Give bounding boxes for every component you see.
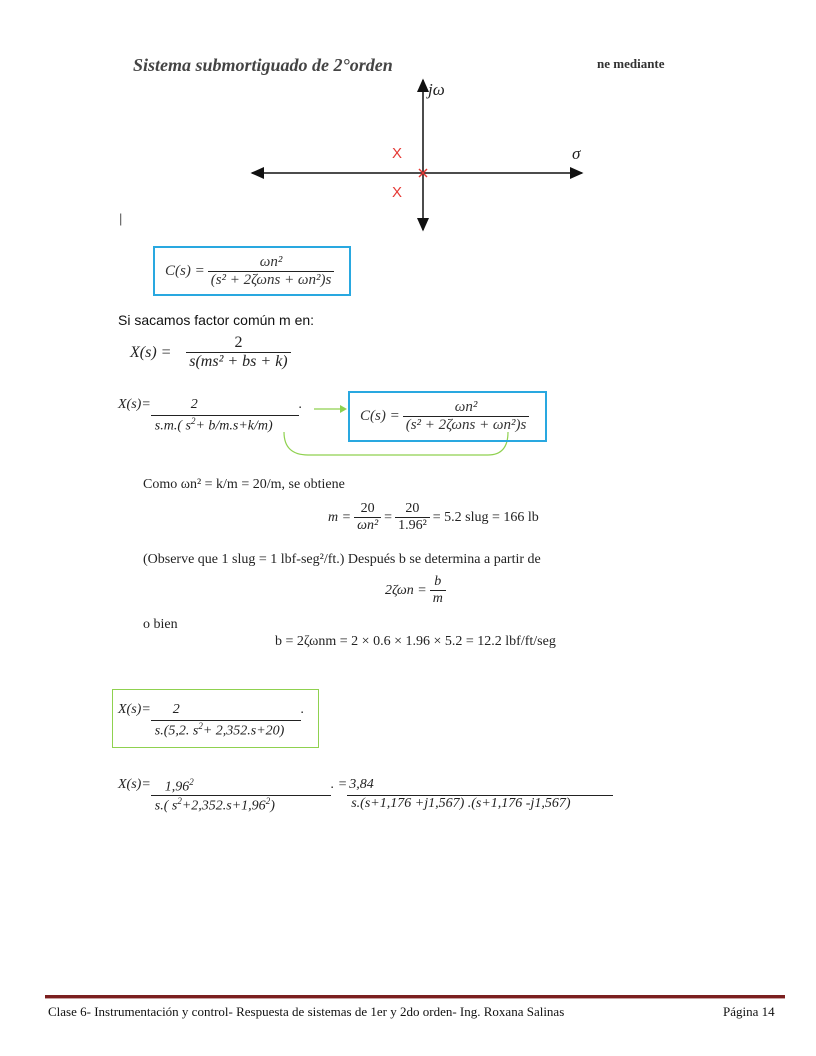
side-text: ne mediante	[597, 56, 665, 71]
page-number: Página 14	[723, 1004, 775, 1019]
b-equation: b = 2ζωnm = 2 × 0.6 × 1.96 × 5.2 = 12.2 lbf/ft/seg	[275, 634, 556, 649]
xs1-lhs: X(s) =	[130, 343, 172, 361]
cs-den: (s² + 2ζωns + ωn²)s	[208, 271, 335, 289]
imag-axis-label: jω	[428, 80, 445, 99]
xs4-mid: . =	[330, 777, 348, 792]
cs-lhs: C(s) =	[165, 262, 205, 279]
cs-equation-box-2	[348, 391, 547, 442]
footer-text: Clase 6- Instrumentación y control- Respuesta de sistemas de 1er y 2do orden- Ing. Roxana Salinas	[48, 1004, 565, 1019]
derivation-line-1: Como ωn² = k/m = 20/m, se obtiene	[143, 477, 345, 492]
zeta-equation	[385, 574, 449, 607]
m-f2-num: 20	[405, 501, 420, 516]
xs2-den: s.m.( $s^2+ b/m.s+k/m$)	[154, 416, 273, 434]
xs3-lhs: X(s)=	[118, 702, 151, 717]
cursor-mark: |	[119, 211, 123, 226]
xs2-lhs: X(s)=	[118, 397, 151, 412]
xs4-num: 1,96$^2$	[151, 777, 331, 796]
m-rhs: = 5.2 slug = 166 lb	[432, 509, 539, 525]
xs-equation-3	[118, 702, 304, 740]
factor-text: Si sacamos factor común m en:	[118, 312, 315, 328]
cs-fraction	[208, 254, 335, 289]
zeta-lhs: 2ζωn =	[385, 582, 427, 598]
cs2-den: (s² + 2ζωns + ωn²)s	[403, 416, 530, 434]
derivation-line-2: (Observe que 1 slug = 1 lbf-seg²/ft.) Después b se determina a partir de	[143, 552, 541, 567]
m-f1-num: 20	[360, 501, 375, 516]
m-eq: =	[384, 509, 393, 525]
cs2-num: ωn²	[454, 399, 478, 415]
xs-equation-4	[118, 777, 613, 815]
zeta-num: b	[434, 574, 442, 589]
xs-equation-1	[130, 334, 305, 371]
m-equation	[328, 501, 539, 534]
cs2-lhs: C(s) =	[360, 408, 400, 424]
green-arrows	[314, 398, 348, 420]
pole-lower: X	[392, 184, 403, 201]
m-f1-den: ωn²	[354, 517, 381, 534]
pole-upper: X	[392, 145, 403, 162]
xs1-den: s(ms² + bs + k)	[186, 352, 290, 371]
xs3-dot: .	[300, 702, 305, 717]
cs-num: ωn²	[259, 253, 283, 270]
xs4-num2: 3,84	[347, 777, 613, 796]
footer-rule	[45, 995, 785, 999]
xs4-den2: s.(s+1,176 +j1,567) .(s+1,176 -j1,567)	[351, 796, 571, 811]
xs2-num: 2	[151, 397, 299, 416]
m-lhs: m =	[328, 509, 352, 525]
xs4-lhs: X(s)=	[118, 777, 151, 792]
pole-diagram	[240, 74, 600, 236]
zeta-den: m	[430, 590, 446, 607]
derivation-line-3: o bien	[143, 617, 178, 632]
xs2-dot: .	[298, 397, 303, 412]
xs3-den: s.(5,2. $s^2+ 2,352.s+20$)	[154, 721, 285, 739]
m-f2-den: 1.96²	[395, 517, 430, 534]
real-axis-label: σ	[572, 144, 581, 163]
xs4-den: s.( $s^2+2,352.s+1,96^2$)	[154, 796, 275, 814]
cs-equation-box	[153, 246, 351, 296]
section-title: Sistema submortiguado de 2°orden	[133, 55, 393, 75]
xs1-num: 2	[234, 334, 243, 351]
xs-equation-2	[118, 397, 302, 435]
xs3-num: 2	[151, 702, 301, 721]
